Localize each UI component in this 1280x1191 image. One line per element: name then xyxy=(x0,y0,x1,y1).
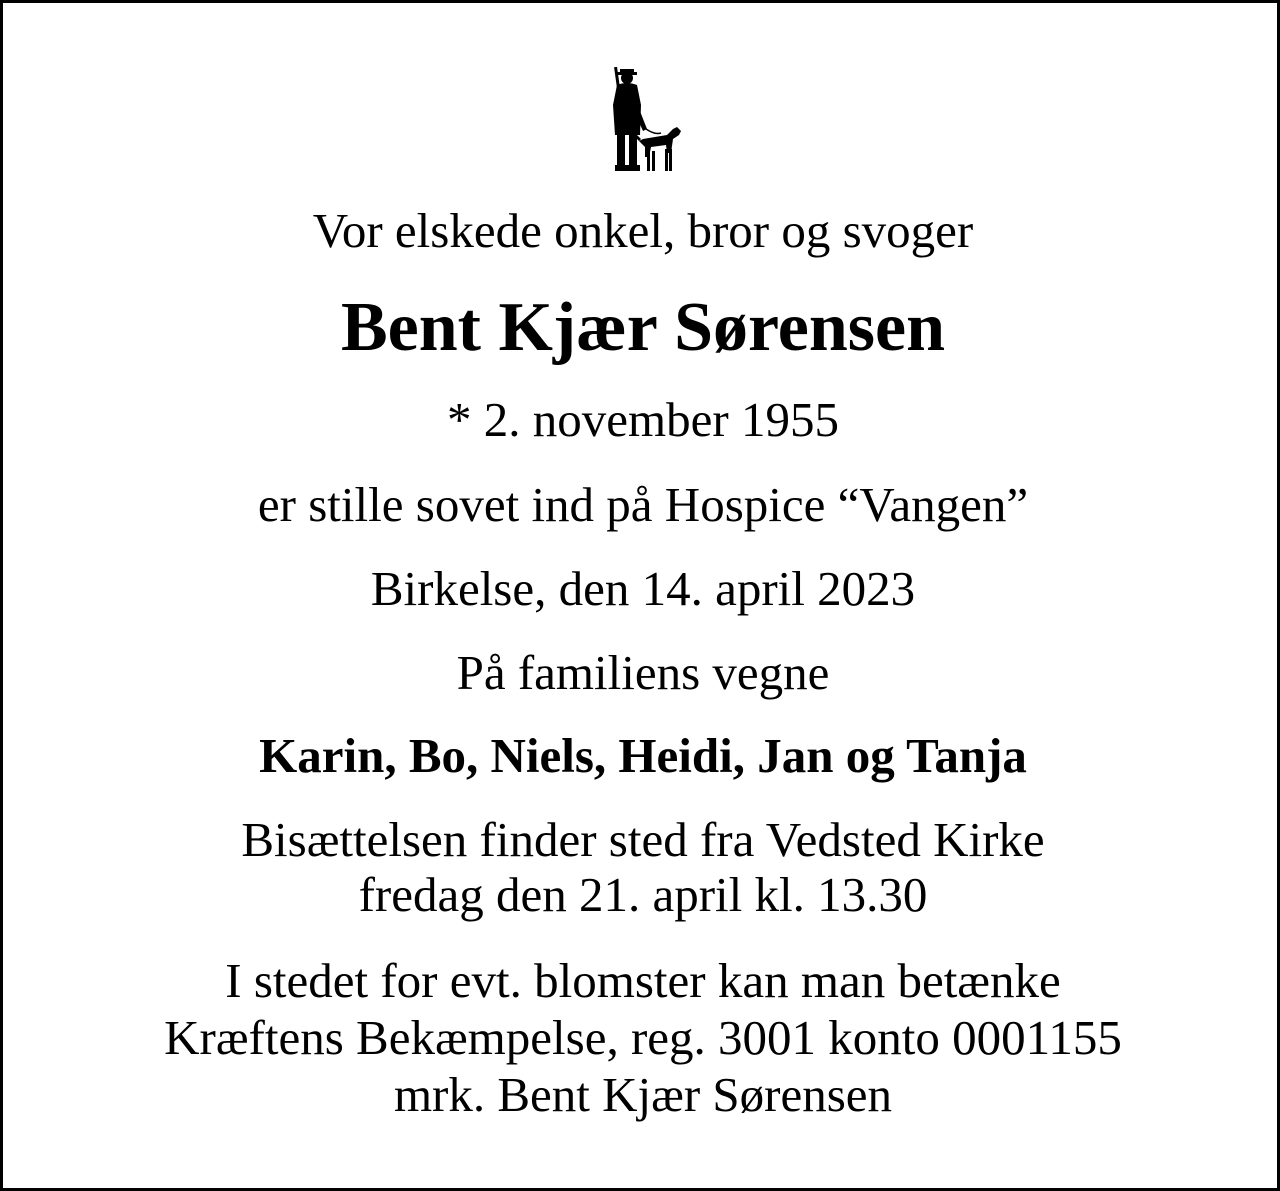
donation-line: mrk. Bent Kjær Sørensen xyxy=(393,1067,893,1122)
passing-line: er stille sovet ind på Hospice “Vangen” xyxy=(257,477,1029,532)
donation-line: Kræftens Bekæmpelse, reg. 3001 konto 0001155 xyxy=(164,1010,1122,1065)
place-and-date: Birkelse, den 14. april 2023 xyxy=(370,561,916,616)
donation-line: I stedet for evt. blomster kan man betænke xyxy=(225,953,1061,1008)
hunter-with-dog-icon xyxy=(603,65,683,173)
family-names: Karin, Bo, Niels, Heidi, Jan og Tanja xyxy=(259,728,1027,783)
intro-line: Vor elskede onkel, bror og svoger xyxy=(312,203,974,258)
funeral-line: fredag den 21. april kl. 13.30 xyxy=(358,867,928,922)
funeral-line: Bisættelsen finder sted fra Vedsted Kirke xyxy=(241,812,1045,867)
birth-date: * 2. november 1955 xyxy=(447,392,839,447)
on-behalf-line: På familiens vegne xyxy=(456,645,830,700)
deceased-name: Bent Kjær Sørensen xyxy=(340,289,946,366)
